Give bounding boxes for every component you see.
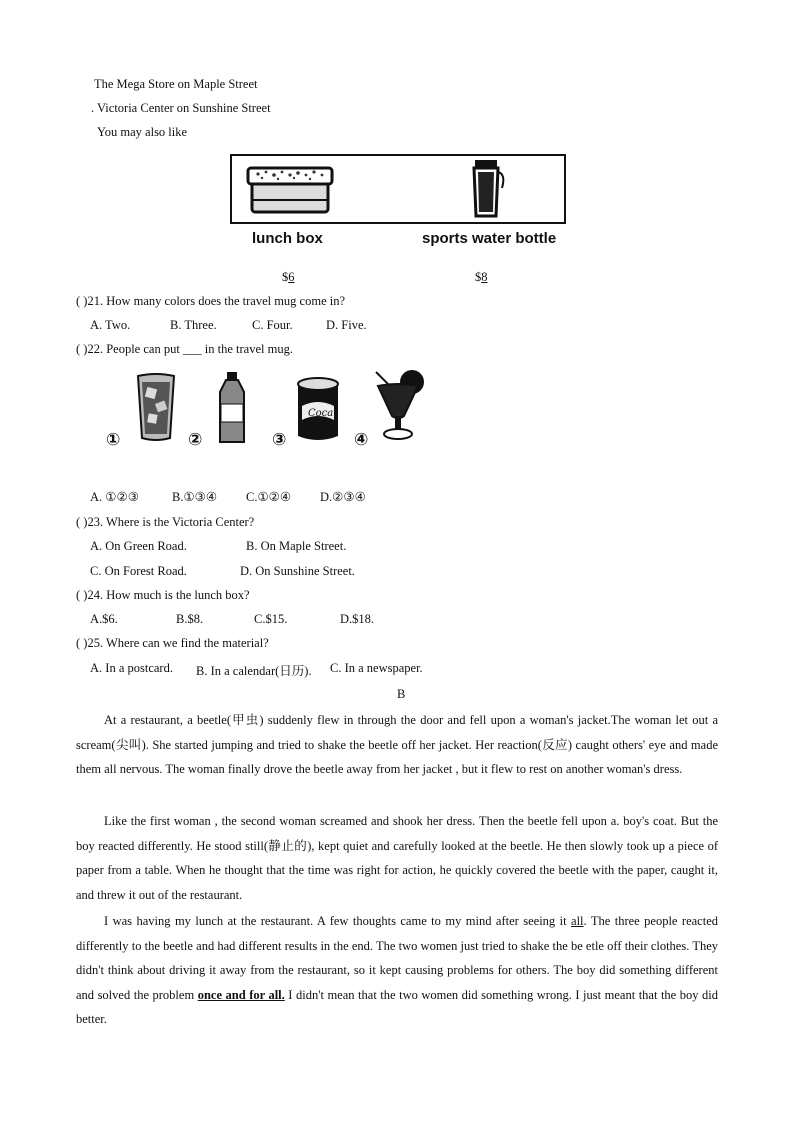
- ice-drink-glass-icon: [132, 372, 180, 444]
- passage-paragraph-1: At a restaurant, a beetle(甲虫) suddenly flew in through the door and fell upon a woman's jacket.The woman let out a scream(尖叫). She started jumping and tried to shake the beetle off her jacket. Her reaction(反应) caught others' eye and made them all nervous. The woman finally drove the beetle away from her jacket , but it flew to rest on another woman's dress.: [76, 713, 718, 777]
- question-22: ( )22. People can put ___ in the travel mug.: [76, 342, 293, 356]
- q22-option-d: D.②③④: [320, 490, 366, 504]
- lunch-box-label: lunch box: [252, 230, 323, 247]
- q22-option-b: B.①③④: [172, 490, 218, 504]
- you-may-also-like: You may also like: [97, 125, 188, 139]
- question-23: ( )23. Where is the Victoria Center?: [76, 515, 255, 529]
- q21-option-a: A. Two.: [90, 318, 131, 332]
- q24-option-a: A.$6.: [90, 612, 118, 626]
- milkshake-glass-icon: [368, 368, 428, 444]
- water-bottle-price: $8: [475, 270, 488, 284]
- passage-paragraph-2: Like the first woman , the second woman screamed and shook her dress. Then the beetle fell upon a. boy's coat. But the boy reacted differently. He stood still(静止的), kept quiet and carefully looked at the beetle. He then slowly took up a piece of paper from a table. When he thought that the time was right for action, he quickly covered the beetle with the paper, caught it, and threw it out of the restaurant.: [76, 814, 718, 902]
- product-image-frame: [230, 154, 566, 224]
- q23-option-a: A. On Green Road.: [90, 539, 187, 553]
- question-25: ( )25. Where can we find the material?: [76, 636, 269, 650]
- q22-option-a: A. ①②③: [90, 490, 139, 504]
- underlined-once-and-for-all: once and for all.: [197, 987, 285, 1002]
- q21-option-c: C. Four.: [252, 318, 293, 332]
- soda-can-text: Coca: [308, 408, 334, 419]
- q23-option-c: C. On Forest Road.: [90, 564, 187, 578]
- lunch-box-price: $6: [282, 270, 295, 284]
- q24-option-d: D.$18.: [340, 612, 375, 626]
- lunch-box-icon: [246, 160, 336, 220]
- q25-option-b: B. In a calendar(日历).: [196, 664, 312, 678]
- label-4: ④: [354, 430, 369, 450]
- q23-option-b: B. On Maple Street.: [246, 539, 347, 553]
- underlined-all: all: [571, 914, 584, 928]
- water-bottle-label: sports water bottle: [422, 230, 557, 247]
- q23-option-d: D. On Sunshine Street.: [240, 564, 355, 578]
- water-bottle-icon: [462, 158, 512, 220]
- passage-paragraph-3: I was having my lunch at the restaurant. A few thoughts came to my mind after seeing it all. The three people reacted differently to the beetle and had different results in the end. The two women just tried to shake the be etle off their clothes. They didn't think about driving it away from the restaurant, so it kept causing problems for others. The boy did something different and solved the problem once and for all. I didn't mean that the two women did something wrong. I just meant that the boy did better.: [76, 914, 718, 1027]
- label-2: ②: [188, 430, 203, 450]
- q21-option-d: D. Five.: [326, 318, 367, 332]
- q24-option-c: C.$15.: [254, 612, 288, 626]
- q22-option-c: C.①②④: [246, 490, 292, 504]
- plastic-bottle-icon: [214, 370, 250, 446]
- question-21: ( )21. How many colors does the travel mug come in?: [76, 294, 346, 308]
- label-1: ①: [106, 430, 121, 450]
- label-3: ③: [272, 430, 287, 450]
- soda-can-icon: [294, 376, 342, 444]
- q25-option-c: C. In a newspaper.: [330, 661, 423, 675]
- section-b-heading: B: [397, 687, 406, 701]
- q24-option-b: B.$8.: [176, 612, 204, 626]
- store-line-victoria: . Victoria Center on Sunshine Street: [91, 101, 271, 115]
- q25-option-a: A. In a postcard.: [90, 661, 173, 675]
- q21-option-b: B. Three.: [170, 318, 217, 332]
- question-24: ( )24. How much is the lunch box?: [76, 588, 250, 602]
- store-line-mega: The Mega Store on Maple Street: [94, 77, 258, 91]
